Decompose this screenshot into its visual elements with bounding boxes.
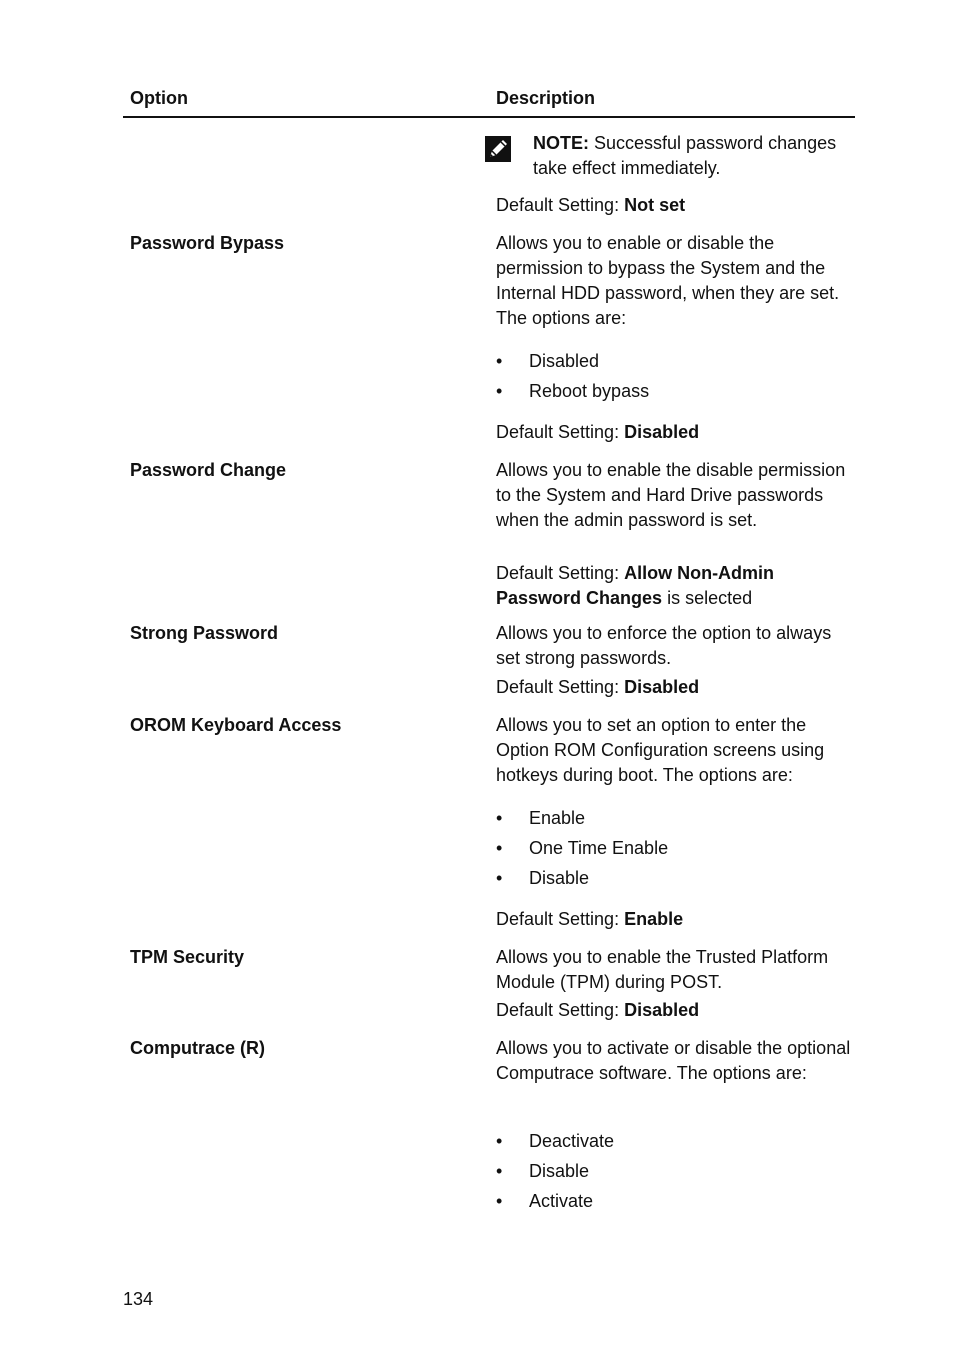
list-item: • Disable <box>496 1156 856 1186</box>
default-label: Default Setting: <box>496 563 625 583</box>
option-password-bypass: Password Bypass <box>130 233 285 253</box>
default-label: Default Setting: <box>496 677 625 697</box>
list-item: • Activate <box>496 1186 856 1216</box>
description-orom-keyboard-access: Allows you to set an option to enter the Option ROM Configuration screens using hotkeys during boot. The options are: <box>496 715 825 785</box>
description-password-change: Allows you to enable the disable permission to the System and Hard Drive passwords when the admin password is set. <box>496 460 846 530</box>
default-setting <box>496 561 856 611</box>
option-password-change: Password Change <box>130 460 287 480</box>
column-header-option: Option <box>130 88 188 108</box>
description-strong-password: Allows you to enforce the option to always set strong passwords. <box>496 623 832 668</box>
option-strong-password: Strong Password <box>130 623 279 643</box>
list-item: • Reboot bypass <box>496 376 856 406</box>
default-label: Default Setting: <box>496 909 625 929</box>
default-value: Disabled <box>624 422 700 442</box>
list-item: • Deactivate <box>496 1126 856 1156</box>
description-computrace: Allows you to activate or disable the optional Computrace software. The options are: <box>496 1038 851 1083</box>
default-value: Disabled <box>624 677 700 697</box>
list-item: • Disabled <box>496 346 856 376</box>
options-list-orom-keyboard-access <box>496 803 856 893</box>
option-tpm-security: TPM Security <box>130 947 245 967</box>
list-item: • Disable <box>496 863 856 893</box>
default-setting <box>496 193 856 218</box>
options-list-password-bypass <box>496 346 856 406</box>
note-label: NOTE: <box>533 133 589 153</box>
default-setting <box>496 998 856 1023</box>
default-setting <box>496 420 856 445</box>
note-text <box>533 131 853 181</box>
column-header-description: Description <box>496 88 596 108</box>
default-value: Disabled <box>624 1000 700 1020</box>
note-body: Successful password changes take effect immediately. <box>533 133 837 178</box>
header-rule <box>123 116 855 118</box>
default-value: Enable <box>624 909 684 929</box>
list-item: • Enable <box>496 803 856 833</box>
list-item: • One Time Enable <box>496 833 856 863</box>
description-tpm-security: Allows you to enable the Trusted Platform Module (TPM) during POST. <box>496 947 829 992</box>
default-value: Not set <box>624 195 686 215</box>
default-suffix: is selected <box>662 588 753 608</box>
default-label: Default Setting: <box>496 195 625 215</box>
option-computrace: Computrace (R) <box>130 1038 266 1058</box>
default-setting <box>496 907 856 932</box>
description-password-bypass: Allows you to enable or disable the permission to bypass the System and the Internal HDD password, when they are set. The options are: <box>496 233 840 328</box>
page-number: 134 <box>123 1289 154 1309</box>
default-label: Default Setting: <box>496 1000 625 1020</box>
default-setting <box>496 675 856 700</box>
default-label: Default Setting: <box>496 422 625 442</box>
default-value: Allow Non-Admin Password Changes <box>496 563 775 608</box>
note-pencil-icon <box>484 135 512 163</box>
option-orom-keyboard-access: OROM Keyboard Access <box>130 715 342 735</box>
options-list-computrace <box>496 1126 856 1216</box>
